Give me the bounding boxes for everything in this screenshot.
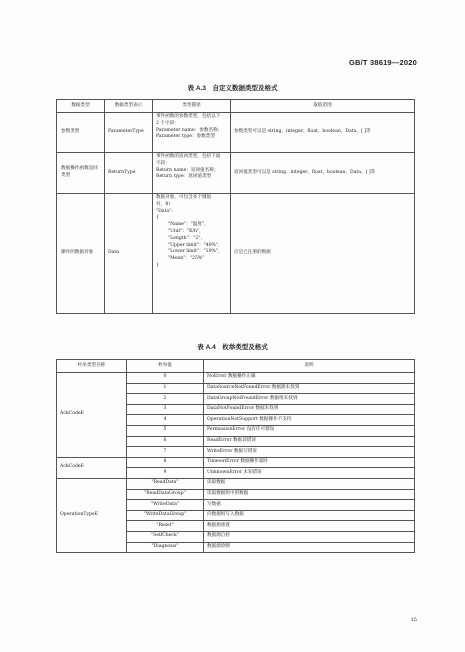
type-repr-cell: Data xyxy=(105,194,153,314)
json-line: "Name"："温度"， xyxy=(168,222,209,228)
enum-desc-cell: PermissionError 没有许可错误 xyxy=(204,425,415,436)
type-repr-cell: ReturnType xyxy=(105,153,153,194)
enum-type-name-cell: AckCodeE xyxy=(57,457,127,478)
enum-value-cell: "WriteDataGroup" xyxy=(127,510,204,521)
enum-desc-cell: DataSourceNotFoundError 数据源未找到 xyxy=(204,383,415,394)
json-line: } xyxy=(156,262,159,268)
desc-line: 字段： xyxy=(156,160,170,166)
enum-desc-cell: ReadError 数据读错误 xyxy=(204,436,415,447)
enum-desc-cell: 向数据组写入数据 xyxy=(204,510,415,521)
enum-value-cell: 3 xyxy=(127,404,204,415)
enum-value-cell: "ReadData" xyxy=(127,478,204,489)
enum-value-cell: "Reset" xyxy=(127,521,204,532)
table-a3-caption: 表 A.3 自定义数据类型及格式 xyxy=(187,85,278,92)
enum-desc-cell: TimeoutError 数据操作超时 xyxy=(204,457,415,468)
enum-desc-cell: 写数据 xyxy=(204,500,415,511)
enum-value-cell: "ReadDataGroup" xyxy=(127,489,204,500)
column-header: 说明 xyxy=(204,360,415,373)
desc-line: 数据对象，可包含多个键值 xyxy=(156,195,212,200)
enum-type-name-cell: OperationTypeE xyxy=(57,478,127,552)
table-row xyxy=(57,373,415,384)
column-header: 数据类型表示 xyxy=(105,100,153,113)
enum-value-cell: 0 xyxy=(127,373,204,384)
desc-line: Parameter name：参数名称； xyxy=(156,127,223,133)
enum-desc-cell: NoError 数据操作正确 xyxy=(204,373,415,384)
column-header: 枚举类型名称 xyxy=(57,360,127,373)
enum-value-cell: 2 xyxy=(127,394,204,405)
enum-value-cell: 7 xyxy=(127,447,204,458)
enum-desc-cell: 读取数据 xyxy=(204,478,415,489)
enum-type-table xyxy=(56,359,415,553)
json-line: "Upper limit"："40%"， xyxy=(168,242,223,248)
json-line: "Mean"："25%" xyxy=(168,256,205,262)
enum-desc-cell: 数据源重置 xyxy=(204,521,415,532)
enum-desc-cell: UnknownError 未知错误 xyxy=(204,468,415,479)
type-desc-cell xyxy=(153,113,231,153)
value-range-cell: 参数类型可以是 string、integer、float、boolean、Data、[ ]等 xyxy=(231,113,415,153)
value-range-cell: 应是已注册的数据 xyxy=(231,194,415,314)
desc-line: Parameter type：参数类型 xyxy=(156,134,215,140)
table-row xyxy=(57,194,415,314)
enum-value-cell: 9 xyxy=(127,468,204,479)
enum-table-body xyxy=(57,373,415,553)
json-line: { xyxy=(156,215,159,221)
table-header-row xyxy=(57,100,415,113)
enum-value-cell: 5 xyxy=(127,425,204,436)
column-header: 取值范围 xyxy=(231,100,415,113)
page-number: 15 xyxy=(410,617,417,623)
desc-line: Return name：返回值名称； xyxy=(156,167,219,173)
desc-line: 事件函数的返回类型，包括下面 xyxy=(156,154,221,159)
data-type-cell: 操作的数据对象 xyxy=(57,194,105,314)
desc-line: 2 个字段： xyxy=(156,120,179,126)
enum-desc-cell: 数据源自检 xyxy=(204,531,415,542)
enum-desc-cell: 数据源诊断 xyxy=(204,542,415,553)
json-line: "Length"："2"， xyxy=(168,235,206,241)
type-desc-cell xyxy=(153,194,231,314)
column-header: 枚举值 xyxy=(127,360,204,373)
standard-code: GB/T 38619—2020 xyxy=(348,58,417,67)
enum-value-cell: "Diagnosis" xyxy=(127,542,204,553)
enum-type-name-cell: AckCodeE xyxy=(57,373,127,458)
custom-data-type-table xyxy=(56,99,415,314)
table-row xyxy=(57,153,415,194)
data-type-cell: 数据操作函数返回类型 xyxy=(57,153,105,194)
enum-desc-cell: OperationNotSupport 数据操作不支持 xyxy=(204,415,415,426)
table-row xyxy=(57,113,415,153)
json-line: "Data": xyxy=(156,208,173,214)
type-repr-cell: ParameterType xyxy=(105,113,153,153)
enum-value-cell: 6 xyxy=(127,436,204,447)
table-header-row xyxy=(57,360,415,373)
enum-value-cell: "WriteData" xyxy=(127,500,204,511)
table-row xyxy=(57,478,415,489)
enum-desc-cell: DataGroupNotFoundError 数据组未找到 xyxy=(204,394,415,405)
enum-value-cell: 8 xyxy=(127,457,204,468)
json-line: "Lower limit"："10%"， xyxy=(168,249,223,255)
column-header: 类型描述 xyxy=(153,100,231,113)
json-line: "Unit"："K/h"， xyxy=(168,228,204,234)
table-a4-caption: 表 A.4 枚举类型及格式 xyxy=(197,344,268,351)
column-header: 数据类型 xyxy=(57,100,105,113)
enum-value-cell: 4 xyxy=(127,415,204,426)
enum-desc-cell: DataNotFoundError 数据未找到 xyxy=(204,404,415,415)
desc-line: Return type：返回值类型 xyxy=(156,174,212,180)
value-range-cell: 返回值类型可以是 string、integer、float、boolean、Data、[ ]等 xyxy=(231,153,415,194)
type-desc-cell xyxy=(153,153,231,194)
enum-value-cell: 1 xyxy=(127,383,204,394)
desc-line: 事件函数的参数类型，包括以下 xyxy=(156,114,221,119)
enum-desc-cell: WriteError 数据写错误 xyxy=(204,447,415,458)
enum-value-cell: "SelfCheck" xyxy=(127,531,204,542)
enum-desc-cell: 读取数据组中的数据 xyxy=(204,489,415,500)
data-type-cell: 参数类型 xyxy=(57,113,105,153)
table-row xyxy=(57,457,415,468)
desc-line: 对，如 xyxy=(156,201,170,207)
